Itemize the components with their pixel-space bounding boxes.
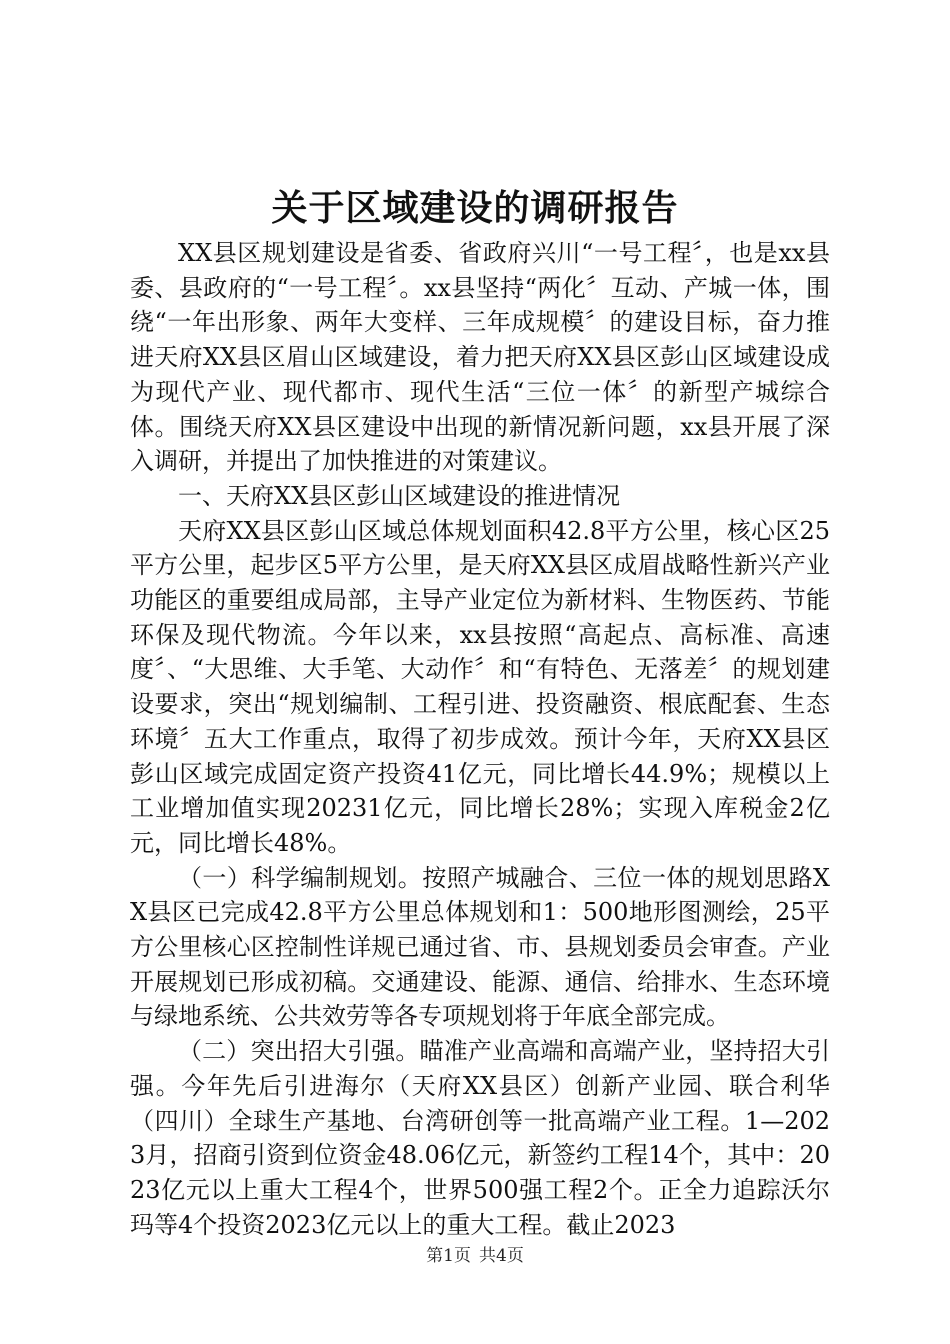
page-number: 第1页 [426, 1246, 471, 1266]
page-total: 共4页 [479, 1246, 524, 1266]
section-heading: 一、天府XX县区彭山区域建设的推进情况 [178, 481, 621, 510]
document-body [130, 236, 830, 1242]
page-footer [0, 1244, 950, 1268]
document-title: 关于区域建设的调研报告 [271, 187, 679, 229]
investment-paragraph: （二）突出招大引强。瞄准产业高端和高端产业，坚持招大引强。今年先后引进海尔（天府XX县区）创新产业园、联合利华（四川）全球生产基地、台湾研创等一批高端产业工程。1—2023月，招商引资到位资金48.06亿元，新签约工程14个，其中：2023亿元以上重大工程4个，世界500强工程2个。正全力追踪沃尔玛等4个投资2023亿元以上的重大工程。截止2023 [130, 1037, 830, 1239]
planning-paragraph: （一）科学编制规划。按照产城融合、三位一体的规划思路XX县区已完成42.8平方公里总体规划和1：500地形图测绘，25平方公里核心区控制性详规已通过省、市、县规划委员会审查。产业开展规划已形成初稿。交通建设、能源、通信、给排水、生态环境与绿地系统、公共效劳等各专项规划将于年底全部完成。 [130, 863, 830, 1031]
overview-paragraph: 天府XX县区彭山区域总体规划面积42.8平方公里，核心区25平方公里，起步区5平方公里，是天府XX县区成眉战略性新兴产业功能区的重要组成局部，主导产业定位为新材料、生物医药、节能环保及现代物流。今年以来，xx县按照“高起点、高标准、高速度〞、“大思维、大手笔、大动作〞和“有特色、无落差〞的规划建设要求，突出“规划编制、工程引进、投资融资、根底配套、生态环境〞五大工作重点，取得了初步成效。预计今年，天府XX县区彭山区域完成固定资产投资41亿元，同比增长44.9%；规模以上工业增加值实现20231亿元，同比增长28%；实现入库税金2亿元，同比增长48%。 [130, 516, 830, 857]
intro-paragraph: XX县区规划建设是省委、省政府兴川“一号工程〞，也是xx县委、县政府的“一号工程〞。xx县坚持“两化〞互动、产城一体，围绕“一年出形象、两年大变样、三年成规模〞的建设目标，奋力推进天府XX县区眉山区域建设，着力把天府XX县区彭山区域建设成为现代产业、现代都市、现代生活“三位一体〞的新型产城综合体。围绕天府XX县区建设中出现的新情况新问题，xx县开展了深入调研，并提出了加快推进的对策建议。 [130, 239, 830, 476]
